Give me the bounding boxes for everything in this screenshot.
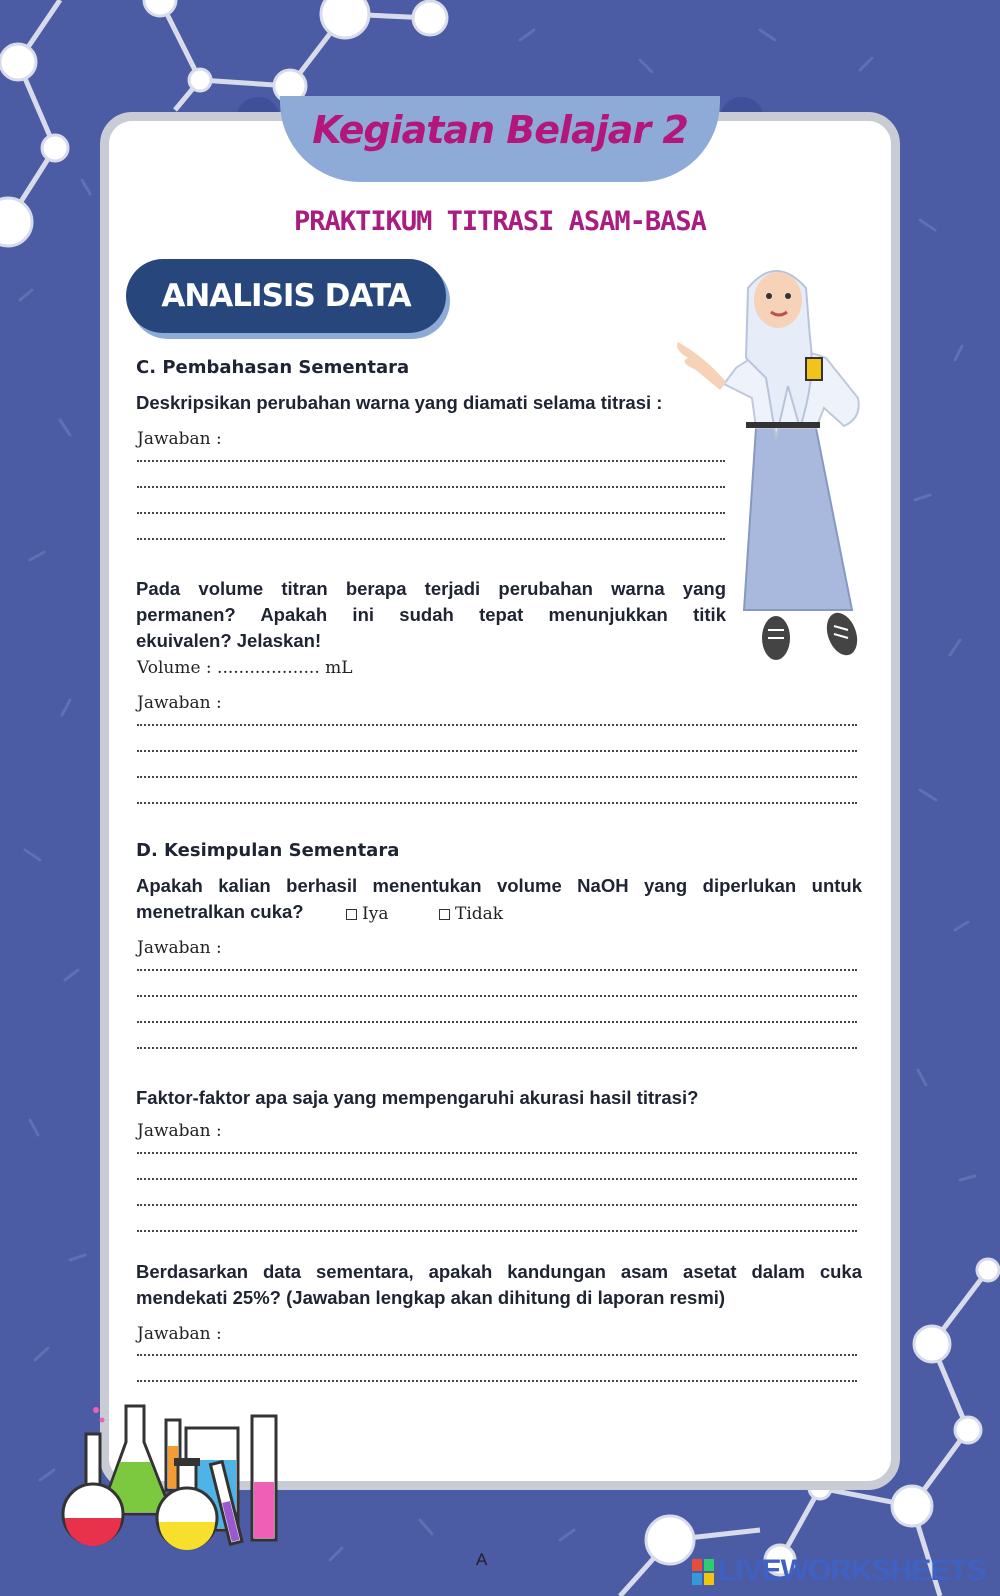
option-no[interactable] — [439, 904, 503, 924]
answer-label-d2: Jawaban : — [137, 1121, 222, 1141]
answer-line[interactable] — [137, 1380, 857, 1382]
answer-line[interactable] — [137, 1047, 857, 1049]
lab-glassware-illustration — [60, 1402, 300, 1552]
answer-label-c1: Jawaban : — [137, 429, 222, 449]
answer-line[interactable] — [137, 724, 857, 726]
option-yes-label: Iya — [362, 904, 389, 924]
answer-line[interactable] — [137, 1021, 857, 1023]
question-c2-line1: Pada volume titran berapa terjadi perubahan warna yang — [136, 578, 726, 599]
answer-line[interactable] — [137, 460, 725, 462]
answer-line[interactable] — [137, 802, 857, 804]
answer-line[interactable] — [137, 1204, 857, 1206]
answer-line[interactable] — [137, 1152, 857, 1154]
question-c2-line3: ekuivalen? Jelaskan! — [136, 630, 322, 651]
answer-line[interactable] — [137, 538, 725, 540]
volume-field[interactable]: Volume : ................... mL — [137, 658, 353, 678]
question-d1-line1: Apakah kalian berhasil menentukan volume NaOH yang diperlukan untuk — [136, 875, 862, 896]
page-letter: A — [476, 1550, 488, 1569]
answer-line[interactable] — [137, 512, 725, 514]
answer-line[interactable] — [137, 750, 857, 752]
question-d2: Faktor-faktor apa saja yang mempengaruhi akurasi hasil titrasi? — [136, 1087, 699, 1108]
page-title: Kegiatan Belajar 2 — [312, 108, 688, 152]
page-subtitle: PRAKTIKUM TITRASI ASAM-BASA — [294, 206, 706, 237]
question-d1-line2: menetralkan cuka? — [136, 901, 304, 922]
answer-label-c2: Jawaban : — [137, 693, 222, 713]
option-yes[interactable] — [346, 904, 388, 924]
brand-watermark[interactable]: LIVEWORKSHEETS — [718, 1554, 986, 1587]
checkbox-no[interactable] — [439, 909, 450, 920]
answer-line[interactable] — [137, 1230, 857, 1232]
checkbox-yes[interactable] — [346, 909, 357, 920]
question-c2-line2: permanen? Apakah ini sudah tepat menunjukkan titik — [136, 604, 726, 625]
answer-line[interactable] — [137, 995, 857, 997]
question-d3-line2: mendekati 25%? (Jawaban lengkap akan dihitung di laporan resmi) — [136, 1287, 726, 1308]
option-no-label: Tidak — [455, 904, 504, 924]
answer-line[interactable] — [137, 776, 857, 778]
question-d3-line1: Berdasarkan data sementara, apakah kandungan asam asetat dalam cuka — [136, 1261, 862, 1282]
answer-label-d1: Jawaban : — [137, 938, 222, 958]
section-pill: ANALISIS DATA — [126, 259, 446, 333]
answer-line[interactable] — [137, 969, 857, 971]
liveworksheets-logo-icon — [692, 1559, 714, 1585]
answer-label-d3: Jawaban : — [137, 1324, 222, 1344]
answer-line[interactable] — [137, 1178, 857, 1180]
answer-line[interactable] — [137, 1354, 857, 1356]
section-d-heading: D. Kesimpulan Sementara — [136, 840, 400, 861]
question-c1: Deskripsikan perubahan warna yang diamati selama titrasi : — [136, 392, 663, 413]
section-c-heading: C. Pembahasan Sementara — [136, 357, 410, 378]
answer-line[interactable] — [137, 486, 725, 488]
